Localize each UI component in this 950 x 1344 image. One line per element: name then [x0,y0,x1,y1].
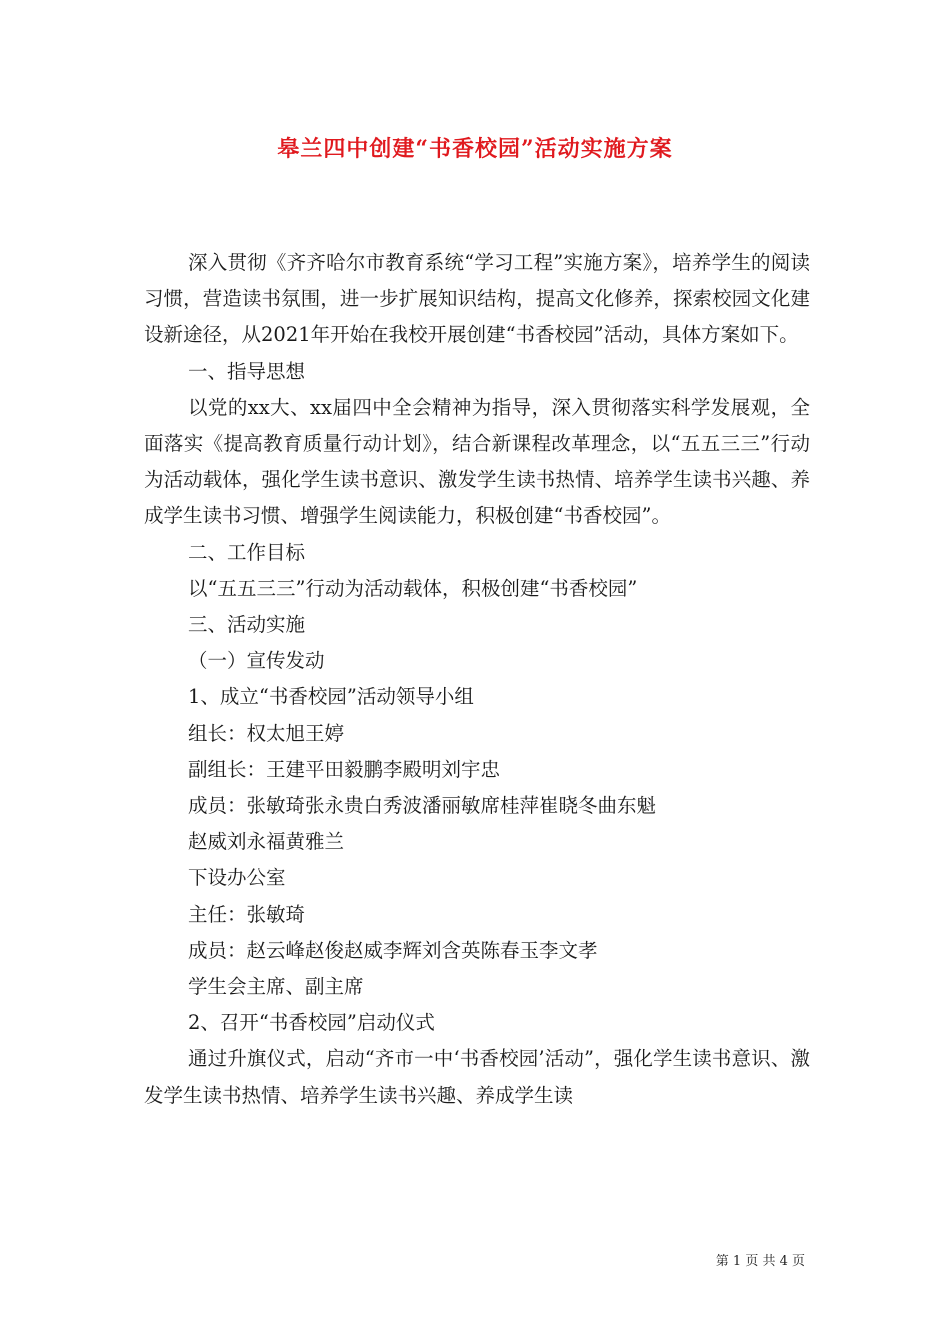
item-leading-group: 1、成立“书香校园”活动领导小组 [188,685,474,709]
page-number: 第 1 页 共 4 页 [715,1254,805,1269]
members-line-continued: 赵威刘永福黄雅兰 [188,830,345,854]
subsection-heading-publicity: （一）宣传发动 [188,649,325,673]
section-heading-implementation: 三、活动实施 [188,613,306,637]
leader-line: 组长：权太旭王婷 [188,721,345,745]
director-line: 主任：张敏琦 [188,902,306,926]
guiding-thought-paragraph: 以党的xx大、xx届四中全会精神为指导，深入贯彻落实科学发展观，全面落实《提高教育质量行动计划》，结合新课程改革理念，以“五五三三”行动为活动载体，强化学生读书意识、激发学生读书热情、培养学生读书兴趣、养成学生读书习惯、增强学生阅读能力，积极创建“书香校园”。 [144,395,810,528]
student-union-line: 学生会主席、副主席 [188,975,364,999]
document-title: 皋兰四中创建“书香校园”活动实施方案 [277,136,673,162]
intro-paragraph: 深入贯彻《齐齐哈尔市教育系统“学习工程”实施方案》，培养学生的阅读习惯，营造读书氛围，进一步扩展知识结构，提高文化修养，探索校园文化建设新途径，从2021年开始在我校开展创建“书香校园”活动，具体方案如下。 [144,251,810,347]
item-launch-ceremony: 2、召开“书香校园”启动仪式 [188,1011,435,1035]
office-members-line: 成员：赵云峰赵俊赵威李辉刘含英陈春玉李文孝 [188,938,598,962]
members-line: 成员：张敏琦张永贵白秀波潘丽敏席桂萍崔晓冬曲东魁 [188,794,657,818]
document-body [144,245,810,1114]
work-goal-paragraph: 以“五五三三”行动为活动载体，积极创建“书香校园” [188,576,638,600]
section-heading-guiding-thought: 一、指导思想 [188,359,306,383]
section-heading-work-goal: 二、工作目标 [188,540,306,564]
office-line: 下设办公室 [188,866,286,890]
launch-ceremony-paragraph: 通过升旗仪式，启动“齐市一中‘书香校园’活动”，强化学生读书意识、激发学生读书热情、培养学生读书兴趣、养成学生读 [144,1047,810,1107]
vice-leader-line: 副组长：王建平田毅鹏李殿明刘宇忠 [188,757,501,781]
